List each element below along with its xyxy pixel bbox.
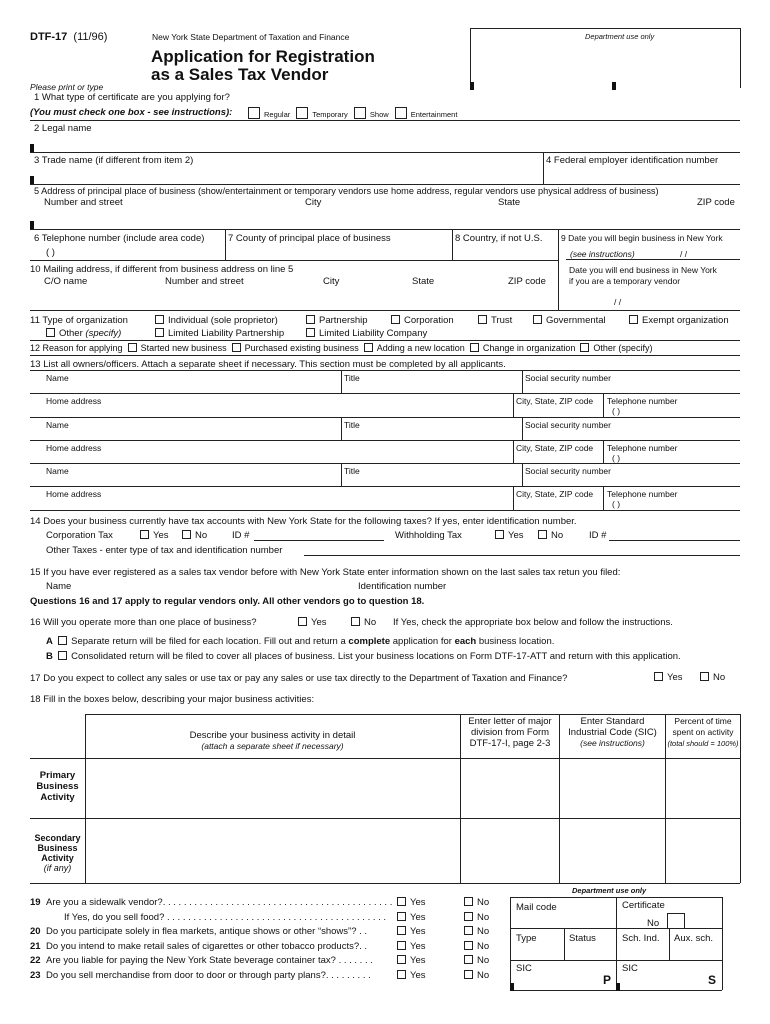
q1-options xyxy=(244,107,457,119)
q14-other-taxes: Other Taxes - enter type of tax and identification number xyxy=(46,545,283,556)
q16-option-b[interactable]: B Consolidated return will be filed to cover all places of business. List your business locations on Form DTF-17-ATT and return with this application. xyxy=(46,651,681,662)
q16-no[interactable]: No xyxy=(351,617,376,628)
yn-no[interactable]: No xyxy=(464,955,489,966)
q17-label: 17 Do you expect to collect any sales or use tax or pay any sales or use tax directly to the Department of Taxation and Finance? xyxy=(30,673,568,684)
started-new-checkbox[interactable] xyxy=(128,343,137,352)
q17-yes[interactable]: Yes xyxy=(654,672,683,683)
q11-governmental[interactable]: Governmental xyxy=(533,315,606,326)
rule xyxy=(522,463,523,486)
owner-title-label: Title xyxy=(344,420,360,430)
yn-question: Are you liable for paying the New York State beverage container tax? . . . . . . . xyxy=(46,955,373,966)
purchased-checkbox[interactable] xyxy=(232,343,241,352)
primary-label: Primary Business Activity xyxy=(36,770,79,803)
rule xyxy=(669,928,670,960)
q10-label: 10 Mailing address, if different from business address on line 5 xyxy=(30,264,294,275)
yn-yes[interactable]: Yes xyxy=(397,897,426,908)
corner-mark xyxy=(470,82,474,90)
secondary-label: Secondary Business Activity (if any) xyxy=(34,833,81,873)
rule xyxy=(603,486,604,510)
owner-ssn-label: Social security number xyxy=(525,420,611,430)
q6-label: 6 Telephone number (include area code) xyxy=(34,233,205,244)
owner-csz-label: City, State, ZIP code xyxy=(516,489,594,499)
rule xyxy=(513,440,514,464)
owner-ssn-label: Social security number xyxy=(525,373,611,383)
corner-mark xyxy=(30,176,34,184)
yn-num: 23 xyxy=(30,969,41,981)
rule xyxy=(564,928,565,960)
q5-zip: ZIP code xyxy=(697,197,735,208)
dept-p: P xyxy=(603,973,612,987)
rule xyxy=(30,417,740,418)
rule xyxy=(603,440,604,464)
q14-corp-id: ID # xyxy=(232,530,250,541)
department-name: New York State Department of Taxation and Finance xyxy=(152,32,350,42)
rule xyxy=(341,417,342,440)
secondary-describe-cell[interactable] xyxy=(90,822,456,880)
q11-exempt[interactable]: Exempt organization xyxy=(629,315,729,326)
rule xyxy=(616,897,617,990)
q15-idnum: Identification number xyxy=(358,581,447,592)
form-id: DTF-17 (11/96) xyxy=(30,31,108,43)
q10-state: State xyxy=(412,276,435,287)
q18-label: 18 Fill in the boxes below, describing your major business activities: xyxy=(30,694,315,705)
other-reason-checkbox[interactable] xyxy=(580,343,589,352)
rule xyxy=(30,229,740,230)
corner-mark xyxy=(612,82,616,90)
rule xyxy=(522,370,523,393)
rule xyxy=(30,463,740,464)
dept-sic-p-label: SIC xyxy=(516,963,532,974)
owner-ssn-label: Social security number xyxy=(525,466,611,476)
yn-question: Do you participate solely in flea markets, antique shows or other “shows”? . . xyxy=(46,926,368,937)
note-16-17: Questions 16 and 17 apply to regular vendors only. All other vendors go to question 18. xyxy=(30,596,425,607)
rule xyxy=(30,152,740,153)
rule xyxy=(30,486,740,487)
dept-box-top xyxy=(470,28,740,29)
yn-num: 19 xyxy=(30,897,41,908)
primary-describe-cell[interactable] xyxy=(90,762,456,814)
yn-no[interactable]: No xyxy=(464,970,489,981)
q11-llp[interactable]: Limited Liability Partnership xyxy=(155,328,284,339)
dept-no: No xyxy=(647,918,660,929)
rule xyxy=(566,259,740,260)
rule xyxy=(543,152,544,184)
owner-home-label: Home address xyxy=(46,396,102,406)
dept-box-right xyxy=(740,28,741,88)
q16-label: 16 Will you operate more than one place of business? xyxy=(30,617,257,628)
dept-certificate: Certificate xyxy=(622,900,665,911)
yn-yes[interactable]: Yes xyxy=(397,926,426,937)
rule xyxy=(30,340,740,341)
owner-home-label: Home address xyxy=(46,489,102,499)
rule xyxy=(30,883,740,884)
print-note: Please print or type xyxy=(30,82,104,92)
rule xyxy=(665,714,666,883)
corner-mark xyxy=(510,983,514,991)
yn-num: 22 xyxy=(30,955,41,966)
rule xyxy=(341,370,342,393)
corner-mark xyxy=(30,221,34,229)
q11-individual[interactable]: Individual (sole proprietor) xyxy=(155,315,278,326)
yn-yes[interactable]: Yes xyxy=(397,912,426,923)
yn-no[interactable]: No xyxy=(464,912,489,923)
show-checkbox[interactable] xyxy=(354,107,366,119)
rule xyxy=(30,310,740,311)
owner-tel-label: Telephone number xyxy=(607,396,678,406)
q16-option-a[interactable]: A Separate return will be filed for each location. Fill out and return a complete application for each business location. xyxy=(46,636,555,647)
temporary-checkbox[interactable] xyxy=(296,107,308,119)
q11-corporation[interactable]: Corporation xyxy=(391,315,454,326)
regular-label: Regular xyxy=(264,110,291,119)
owner-tel-parens: ( ) xyxy=(612,499,621,509)
q14-wh-no[interactable]: No xyxy=(538,530,563,541)
owner-title-label: Title xyxy=(344,466,360,476)
dept-no-box[interactable] xyxy=(667,913,685,928)
other-taxes-line[interactable] xyxy=(304,555,740,556)
q14-label: 14 Does your business currently have tax accounts with New York State for the following taxes? If yes, enter identification number. xyxy=(30,516,577,527)
q2-label: 2 Legal name xyxy=(34,123,92,134)
yn-num: 21 xyxy=(30,940,41,952)
rule xyxy=(510,897,511,990)
owner-csz-label: City, State, ZIP code xyxy=(516,443,594,453)
q15-name: Name xyxy=(46,581,72,592)
yn-question: Do you sell merchandise from door to door or through party plans?. . . . . . . . . xyxy=(46,969,371,981)
q5-label: 5 Address of principal place of business (show/entertainment or temporary vendors use home address, regular vendors use physical address of business) xyxy=(34,186,659,196)
yn-yes[interactable]: Yes xyxy=(397,955,426,966)
owner-tel-parens: ( ) xyxy=(612,453,621,463)
rule xyxy=(30,355,740,356)
dept-use-label: Department use only xyxy=(585,32,655,41)
q14-corp-tax: Corporation Tax xyxy=(46,530,113,541)
q9-see-instructions: (see instructions) xyxy=(570,249,635,259)
rule xyxy=(460,714,461,883)
col-sic: Enter Standard Industrial Code (SIC) (see instructions) xyxy=(568,716,657,748)
q11-label: 11 Type of organization xyxy=(30,315,128,326)
rule xyxy=(30,818,740,819)
yn-num: 20 xyxy=(30,926,41,937)
owner-home-label: Home address xyxy=(46,443,102,453)
q11-other[interactable]: Other (specify) xyxy=(46,328,121,339)
yn-question: Do you intend to make retail sales of cigarettes or other tobacco products?. . xyxy=(46,940,368,952)
change-org-checkbox[interactable] xyxy=(470,343,479,352)
corner-mark xyxy=(616,983,620,991)
q9-label: 9 Date you will begin business in New York xyxy=(561,233,723,243)
dept-box-left xyxy=(470,28,471,88)
q10-co: C/O name xyxy=(44,276,88,287)
yn-yes[interactable]: Yes xyxy=(397,941,426,952)
dept-box-title: Department use only xyxy=(572,886,647,895)
dept-sic-s-label: SIC xyxy=(622,963,638,974)
q6-parens: ( ) xyxy=(46,247,55,258)
owner-tel-label: Telephone number xyxy=(607,443,678,453)
q8-label: 8 Country, if not U.S. xyxy=(455,233,543,244)
owner-tel-parens: ( ) xyxy=(612,406,621,416)
entertainment-label: Entertainment xyxy=(410,110,458,119)
q10-zip: ZIP code xyxy=(508,276,546,287)
rule xyxy=(513,486,514,510)
yn-question: If Yes, do you sell food? . . . . . . . . . . . . . . . . . . . . . . . . . . . . . . . . . . . . . . . . . . xyxy=(64,911,387,923)
dept-aux-sch: Aux. sch. xyxy=(674,933,714,944)
q5-city: City xyxy=(305,197,322,208)
q5-state: State xyxy=(498,197,521,208)
rule xyxy=(559,714,560,883)
q14-wh-yes[interactable]: Yes xyxy=(495,530,524,541)
dept-mail-code: Mail code xyxy=(516,902,557,913)
q4-label: 4 Federal employer identification number xyxy=(546,155,719,166)
q11-trust[interactable]: Trust xyxy=(478,315,512,326)
form-title: Application for Registration as a Sales Tax Vendor xyxy=(151,47,375,84)
corner-mark xyxy=(30,144,34,152)
temporary-label: Temporary xyxy=(312,110,348,119)
rule xyxy=(513,393,514,417)
yn-no[interactable]: No xyxy=(464,926,489,937)
q11-llc[interactable]: Limited Liability Company xyxy=(306,328,427,339)
rule xyxy=(522,417,523,440)
rule xyxy=(603,393,604,417)
rule xyxy=(740,714,741,883)
rule xyxy=(30,758,740,759)
rule xyxy=(30,440,740,441)
q1-label: 1 What type of certificate are you applying for? xyxy=(34,92,230,103)
dept-s: S xyxy=(708,973,717,987)
corp-id-line[interactable] xyxy=(254,540,384,541)
rule xyxy=(30,393,740,394)
rule xyxy=(452,229,453,260)
dept-type: Type xyxy=(516,933,537,944)
q16-yes[interactable]: Yes xyxy=(298,617,327,628)
rule xyxy=(30,370,740,371)
q14-withholding: Withholding Tax xyxy=(395,530,462,541)
owner-csz-label: City, State, ZIP code xyxy=(516,396,594,406)
q14-wh-id: ID # xyxy=(589,530,607,541)
rule xyxy=(30,510,740,511)
q12-row: 12 Reason for applying Started new business Purchased existing business Adding a new location Change in organization Other (specify) xyxy=(30,343,653,353)
dept-sch-ind: Sch. Ind. xyxy=(622,933,660,944)
q10-city: City xyxy=(323,276,340,287)
wh-id-line[interactable] xyxy=(609,540,740,541)
yn-yes[interactable]: Yes xyxy=(397,970,426,981)
col-letter: Enter letter of major division from Form DTF-17-I, page 2-3 xyxy=(468,716,552,749)
rule xyxy=(722,897,723,990)
q3-label: 3 Trade name (if different from item 2) xyxy=(34,155,194,166)
q9-begin-date[interactable]: / / xyxy=(680,249,688,259)
rule xyxy=(225,229,226,260)
rule xyxy=(558,229,559,310)
owner-name-label: Name xyxy=(46,420,69,430)
rule xyxy=(30,184,740,185)
show-label: Show xyxy=(369,110,389,119)
rule xyxy=(30,260,558,261)
q17-no[interactable]: No xyxy=(700,672,725,683)
q14-corp-no[interactable]: No xyxy=(182,530,207,541)
dept-status: Status xyxy=(569,933,596,944)
q10-street: Number and street xyxy=(165,276,244,287)
rule xyxy=(30,120,740,121)
q14-corp-yes[interactable]: Yes xyxy=(140,530,169,541)
owner-name-label: Name xyxy=(46,466,69,476)
entertainment-checkbox[interactable] xyxy=(395,107,407,119)
col-percent: Percent of time spent on activity (total should = 100%) xyxy=(667,716,739,748)
q9-end-date-label: Date you will end business in New York if you are a temporary vendor xyxy=(569,265,717,286)
owner-tel-label: Telephone number xyxy=(607,489,678,499)
owner-title-label: Title xyxy=(344,373,360,383)
rule xyxy=(341,463,342,486)
owner-name-label: Name xyxy=(46,373,69,383)
regular-checkbox[interactable] xyxy=(248,107,260,119)
col-describe: Describe your business activity in detail (attach a separate sheet if necessary) xyxy=(189,730,356,751)
q13-label: 13 List all owners/officers. Attach a separate sheet if necessary. This section must be completed by all applicants. xyxy=(30,359,506,370)
q5-street: Number and street xyxy=(44,197,123,208)
q9-end-date[interactable]: / / xyxy=(614,297,622,307)
yn-no[interactable]: No xyxy=(464,897,489,908)
yn-no[interactable]: No xyxy=(464,941,489,952)
q16-if-yes: If Yes, check the appropriate box below and follow the instructions. xyxy=(393,617,673,628)
q15-label: 15 If you have ever registered as a sales tax vendor before with New York State enter information shown on the last sales tax retun you filed: xyxy=(30,567,621,578)
rule xyxy=(85,714,740,715)
q1-instruction: (You must check one box - see instructions): xyxy=(30,107,233,118)
q11-partnership[interactable]: Partnership xyxy=(306,315,368,326)
adding-location-checkbox[interactable] xyxy=(364,343,373,352)
q7-label: 7 County of principal place of business xyxy=(228,233,391,244)
yn-question: Are you a sidewalk vendor?. . . . . . . . . . . . . . . . . . . . . . . . . . . . . . . . . . . . . . . . . . . . xyxy=(46,897,393,908)
